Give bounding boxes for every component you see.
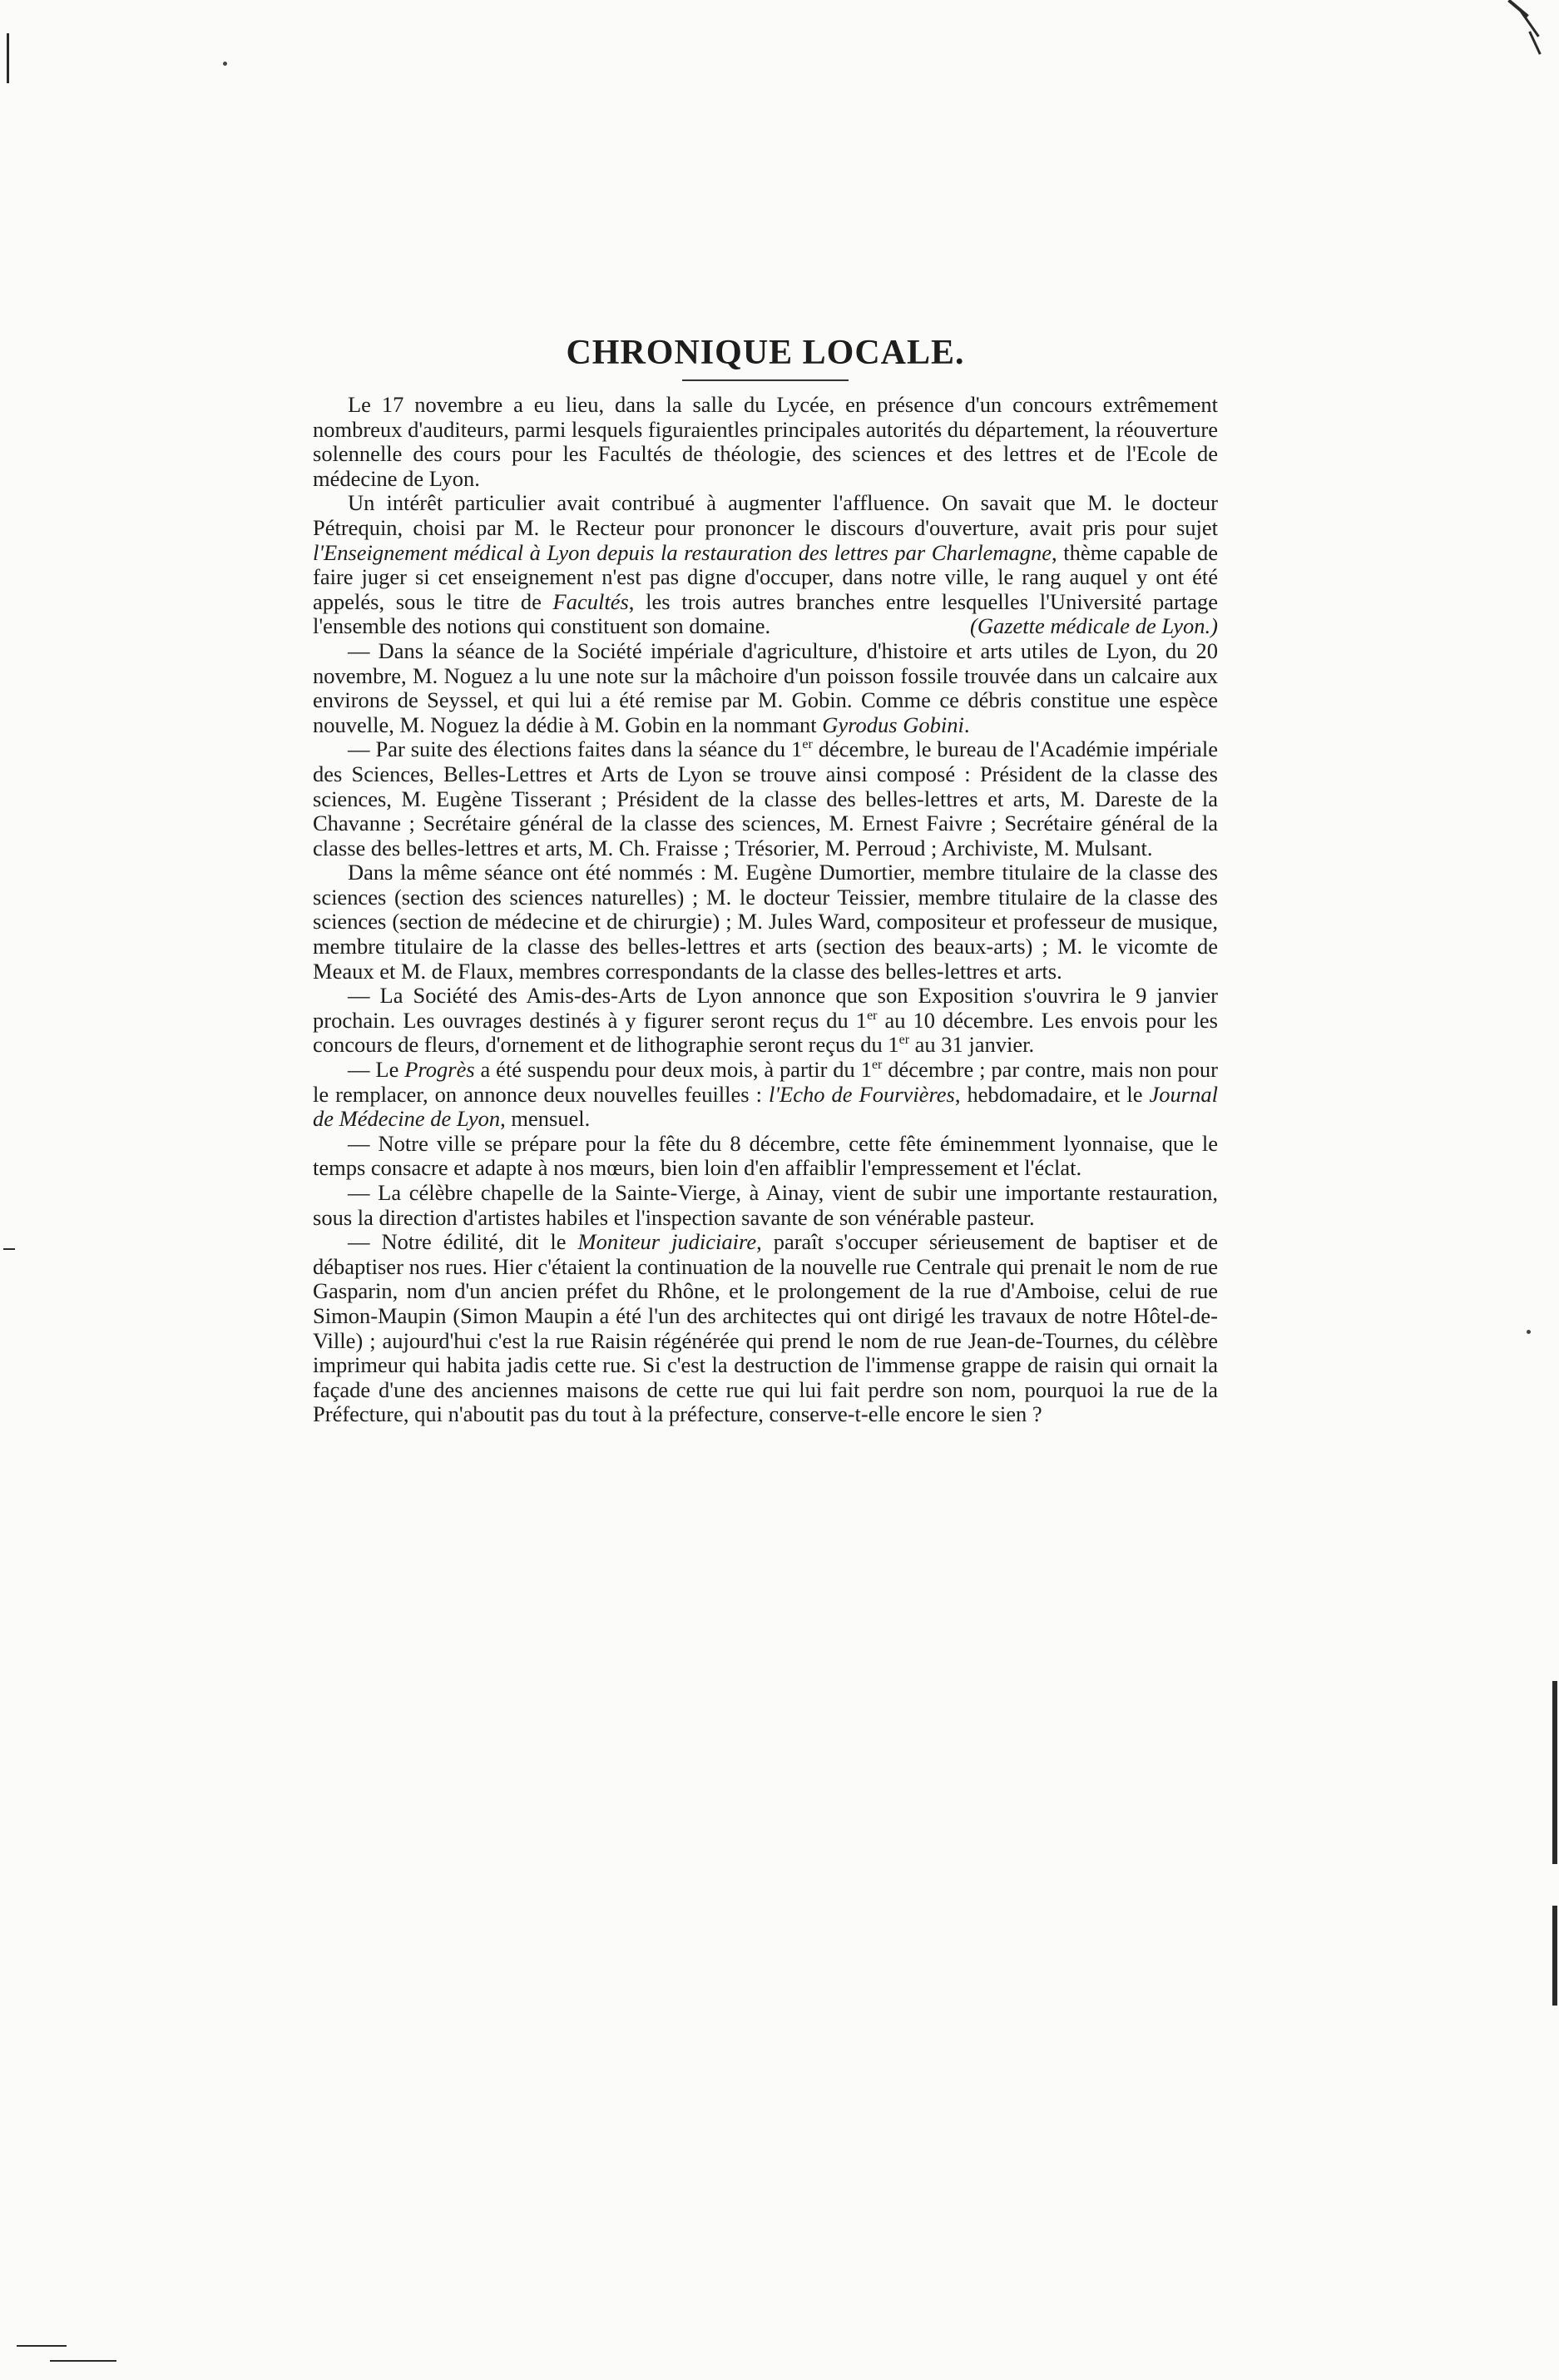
scan-edge-right [1552,1681,1557,1864]
article-column [313,331,1218,1427]
scan-speck [223,62,227,66]
paragraph-petrequin-discourse: Un intérêt particulier avait contribué à augmenter l'affluence. On savait que M. le docteur Pétrequin, choisi par M. le Recteur pour prononcer le discours d'ouverture, avait pris pour sujet l'Enseignement médical à Lyon depuis la restauration des lettres par Charlemagne, thème capable de faire juger si cet enseignement n'est pas digne d'occuper, dans notre ville, le rang auquel y ont été appelés, sous le titre de Facultés, les trois autres branches entre lesquelles l'Université partage l'ensemble des notions qui constituent son domaine. (Gazette médicale de Lyon.) [313,490,1218,639]
scan-edge-right-2 [1552,1906,1557,2006]
scan-mark-left [7,33,9,83]
paragraph-amis-des-arts: — La Société des Amis-des-Arts de Lyon annonce que son Exposition s'ouvrira le 9 janvier prochain. Les ouvrages destinés à y figurer seront reçus du 1er au 10 décembre. Les envois pour les concours de fleurs, d'ornement et de lithographie seront reçus du 1er au 31 janvier. [313,983,1218,1058]
paragraph-academy-members: Dans la même séance ont été nommés : M. Eugène Dumortier, membre titulaire de la classe des sciences (section des sciences naturelles) ; M. le docteur Teissier, membre titulaire de la classe des sciences (section de médecine et de chirurgie) ; M. Jules Ward, compositeur et professeur de musique, membre titulaire de la classe des belles-lettres et arts (section des beaux-arts) ; M. le vicomte de Meaux et M. de Flaux, membres correspondants de la classe des belles-lettres et arts. [313,860,1218,984]
paragraph-fossil-fish: — Dans la séance de la Société impériale d'agriculture, d'histoire et arts utiles de Lyon, du 20 novembre, M. Noguez a lu une note sur la mâchoire d'un poisson fossile trouvée dans un calcaire aux environs de Seyssel, et qui lui a été remise par M. Gobin. Comme ce débris constitue une espèce nouvelle, M. Noguez la dédie à M. Gobin en la nommant Gyrodus Gobini. [313,637,1218,737]
paragraph-academy-elections: — Par suite des élections faites dans la séance du 1er décembre, le bureau de l'Académie impériale des Sciences, Belles-Lettres et Arts de Lyon se trouve ainsi composé : Président de la classe des sciences, M. Eugène Tisserant ; Président de la classe des belles-lettres et arts, M. Dareste de la Chavanne ; Secrétaire général de la classe des sciences, M. Ernest Faivre ; Secrétaire général de la classe des belles-lettres et arts, M. Ch. Fraisse ; Trésorier, M. Perroud ; Archiviste, M. Mulsant. [313,736,1218,860]
paragraph-lycee-reopening: Le 17 novembre a eu lieu, dans la salle du Lycée, en présence d'un concours extrêmement nombreux d'auditeurs, parmi lesquels figuraientles principales autorités du département, la réouverture solennelle des cours pour les Facultés de théologie, des sciences et des lettres et de l'Ecole de médecine de Lyon. [313,392,1218,491]
paragraph-fete-8-decembre: — Notre ville se prépare pour la fête du 8 décembre, cette fête éminemment lyonnaise, que le temps consacre et adapte à nos mœurs, bien loin d'en affaiblir l'empressement et l'éclat. [313,1130,1218,1181]
scan-mark-bottom-left [17,2345,67,2347]
page-title: CHRONIQUE LOCALE. [566,334,965,372]
paragraph-newspapers: — Le Progrès a été suspendu pour deux mois, à partir du 1er décembre ; par contre, mais non pour le remplacer, on annonce deux nouvelles feuilles : l'Echo de Fourvières, hebdomadaire, et le Journal de Médecine de Lyon, mensuel. [313,1057,1218,1132]
scan-mark-left-mid [3,1248,15,1250]
paragraph-street-names: — Notre édilité, dit le Moniteur judiciaire, paraît s'occuper sérieusement de baptiser et de débaptiser nos rues. Hier c'étaient la continuation de la nouvelle rue Centrale qui prenait le nom de rue Gasparin, nom d'un ancien préfet du Rhône, et le prolongement de la rue d'Amboise, celui de rue Simon-Maupin (Simon Maupin a été l'un des architectes qui ont dirigé les travaux de notre Hôtel-de-Ville) ; aujourd'hui c'est la rue Raisin régénérée qui prend le nom de rue Jean-de-Tournes, du célèbre imprimeur qui habita jadis cette rue. Si c'est la destruction de l'immense grappe de raisin qui ornait la façade d'une des anciennes maisons de cette rue qui lui fait perdre son nom, pourquoi la rue de la Préfecture, qui n'aboutit pas du tout à la préfecture, conserve-t-elle encore le sien ? [313,1229,1218,1427]
title-rule [682,379,849,381]
paragraph-ainay-chapel: — La célèbre chapelle de la Sainte-Vierge, à Ainay, vient de subir une importante restauration, sous la direction d'artistes habiles et l'inspection savante de son vénérable pasteur. [313,1180,1218,1230]
source-citation: (Gazette médicale de Lyon.) [970,613,1218,639]
scan-speck [1527,1330,1531,1334]
scan-mark-bottom-left-2 [50,2360,116,2362]
